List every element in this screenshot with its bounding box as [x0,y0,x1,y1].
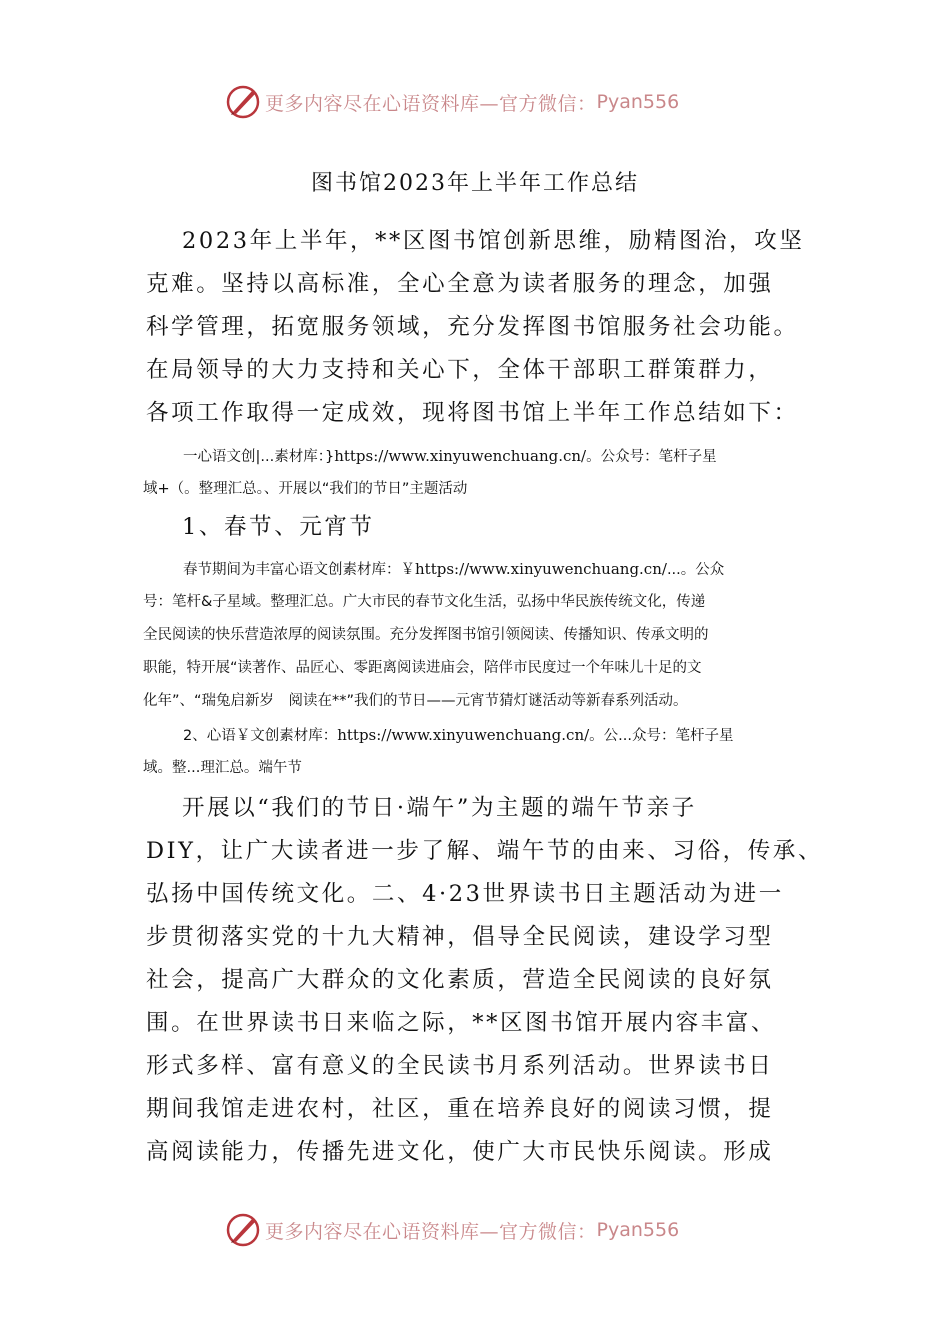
note-line [143,719,813,752]
footer-banner [225,1210,745,1250]
intro-line: 科学管理，拓宽服务领域，充分发挥图书馆服务社会功能。 [146,314,799,340]
note-text: 。公众号：笔杆子星 [586,449,717,465]
note-url: https://www.xinyuwenchuang.cn/ [334,447,587,465]
section-body-line: 号：笔杆&子星域。整理汇总。广大市民的春节文化生活，弘扬中华民族传统文化，传递 [143,594,706,610]
note-text: 2、心语￥文创素材库： [183,728,338,744]
section-body [143,553,813,718]
body-line: 步贯彻落实党的十九大精神，倡导全民阅读，建设学习型 [146,924,774,950]
body-paragraph [146,787,826,1174]
section-body-line [143,553,813,586]
intro-line: 各项工作取得一定成效，现将图书馆上半年工作总结如下： [146,400,799,426]
section-heading [146,506,826,549]
body-line: 开展以“我们的节日·端午”为主题的端午节亲子 [182,795,697,821]
document-title: 图书馆2023年上半年工作总结 [311,171,639,196]
banner-handle: Pyan556 [596,1219,680,1241]
note-line: 域。整...理汇总。端午节 [143,760,302,776]
intro-line: 在局领导的大力支持和关心下，全体干部职工群策群力， [146,357,774,383]
intro-line: 克难。坚持以高标准，全心全意为读者服务的理念，加强 [146,271,774,297]
note-text: 一心语文创|...素材库：} [183,449,335,465]
note-line [143,440,813,473]
section-text: 春节期间为丰富心语文创素材库：￥ [183,562,415,578]
note-paragraph-2 [143,719,813,785]
section-url: https://www.xinyuwenchuang.cn/ [415,560,667,578]
note-line: 域+（。整理汇总。、开展以“我们的节日”主题活动 [143,481,468,497]
note-url: https://www.xinyuwenchuang.cn/ [337,726,590,744]
note-paragraph-1 [143,440,813,506]
body-line: 期间我馆走进农村，社区，重在培养良好的阅读习惯，提 [146,1096,774,1122]
section-text: ...。公众 [666,562,725,578]
body-line: 围。在世界读书日来临之际，**区图书馆开展内容丰富、 [146,1010,777,1036]
note-text: 。公...众号：笔杆子星 [589,728,734,744]
section-heading-text: 1、春节、元宵节 [182,514,375,540]
banner-text: 更多内容尽在心语资料库—官方微信： [265,1220,597,1243]
banner-text: 更多内容尽在心语资料库—官方微信： [265,92,597,115]
body-line: 形式多样、富有意义的全民读书月系列活动。世界读书日 [146,1053,774,1079]
intro-paragraph [146,220,826,435]
intro-line: 2023年上半年，**区图书馆创新思维，励精图治，攻坚 [182,228,805,254]
header-banner [225,82,745,122]
body-line: 高阅读能力，传播先进文化，使广大市民快乐阅读。形成 [146,1139,774,1165]
quill-pen-logo-icon [225,84,261,120]
section-body-line: 全民阅读的快乐营造浓厚的阅读氛围。充分发挥图书馆引领阅读、传播知识、传承文明的 [143,627,709,643]
section-body-line: 化年”、“瑞兔启新岁 阅读在**”我们的节日——元宵节猜灯谜活动等新春系列活动。 [143,693,688,709]
quill-pen-logo-icon [225,1212,261,1248]
body-line: DIY，让广大读者进一步了解、端午节的由来、习俗，传承、 [146,838,824,864]
section-body-line: 职能，特开展“读著作、品匠心、零距离阅读进庙会，陪伴市民度过一个年味儿十足的文 [143,660,702,676]
banner-handle: Pyan556 [596,91,680,113]
body-line: 弘扬中国传统文化。二、4·23世界读书日主题活动为进一 [146,881,784,907]
body-line: 社会，提高广大群众的文化素质，营造全民阅读的良好氛 [146,967,774,993]
